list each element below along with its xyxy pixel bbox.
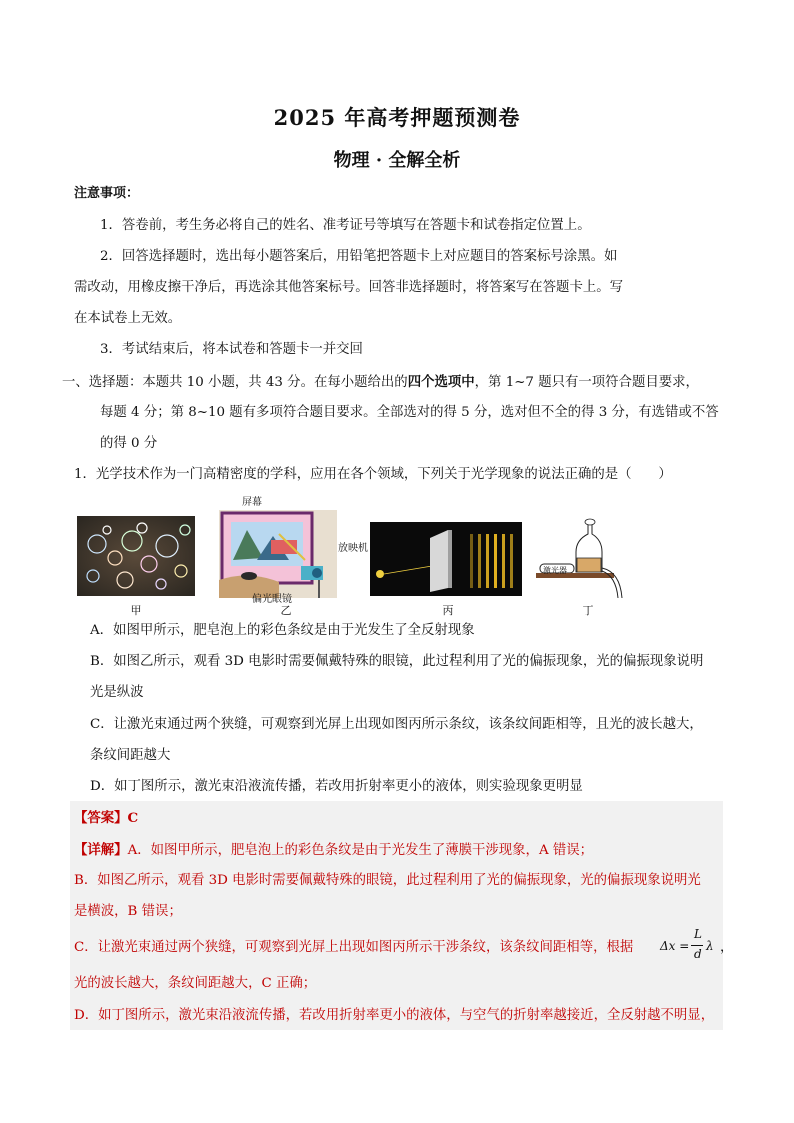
answer-detail-b-line-2: 是横波，B 错误； bbox=[74, 904, 182, 919]
figure-yi-label: 乙 bbox=[280, 604, 292, 617]
notice-item-2-line-2: 需改动，用橡皮擦干净后，再选涂其他答案标号。回答非选择题时，将答案写在答题卡上。写 bbox=[74, 280, 624, 295]
laser-label: 激光器 bbox=[543, 566, 567, 575]
glasses-label: 偏光眼镜 bbox=[252, 594, 292, 605]
figure-bing-label: 丙 bbox=[442, 604, 454, 617]
section-bold: 四个选项中 bbox=[407, 374, 475, 390]
formula-fraction-bar bbox=[691, 945, 703, 946]
formula-denominator: d bbox=[694, 947, 702, 961]
answer-detail-a bbox=[74, 841, 593, 860]
page-subtitle: 物理 · 全解全析 bbox=[333, 150, 461, 171]
option-a: A．如图甲所示，肥皂泡上的彩色条纹是由于光发生了全反射现象 bbox=[90, 623, 475, 638]
option-d: D．如丁图所示，激光束沿液流传播，若改用折射率更小的液体，则实验现象更明显 bbox=[90, 779, 583, 794]
figure-ding-label: 丁 bbox=[582, 604, 594, 617]
formula-delta-x bbox=[660, 929, 716, 965]
notice-item-1: 1．答卷前，考生务必将自己的姓名、准考证号等填写在答题卡和试卷指定位置上。 bbox=[100, 218, 591, 233]
answer-detail-c-line-1-end: ， bbox=[720, 940, 734, 955]
figure-ding-liquid-flow-image bbox=[536, 516, 636, 598]
section-heading-line-2: 每题 4 分；第 8~10 题有多项符合题目要求。全部选对的得 5 分，选对但不全的得 3 分，有选错或不答 bbox=[100, 405, 719, 420]
notice-item-3: 3．考试结束后，将本试卷和答题卡一并交回 bbox=[100, 342, 363, 357]
answer-detail-d: D．如丁图所示，激光束沿液流传播，若改用折射率更小的液体，与空气的折射率越接近，全反射越不明显， bbox=[74, 1008, 715, 1023]
figure-yi-3d-cinema-image bbox=[219, 510, 337, 598]
detail-label: 【详解】 bbox=[74, 842, 128, 858]
notice-item-2-line-1: 2．回答选择题时，选出每小题答案后，用铅笔把答题卡上对应题目的答案标号涂黑。如 bbox=[100, 249, 618, 264]
formula-lhs: Δx = bbox=[660, 939, 690, 953]
question-stem: 1．光学技术作为一门高精密度的学科，应用在各个领域，下列关于光学现象的说法正确的是（ ） bbox=[74, 467, 672, 482]
figure-jia-bubbles-image bbox=[77, 516, 195, 596]
page-title: 2025 年高考押题预测卷 bbox=[273, 105, 521, 130]
answer-detail-c-line-2: 光的波长越大，条纹间距越大，C 正确； bbox=[74, 976, 317, 991]
section-heading-line-3: 的得 0 分 bbox=[100, 436, 158, 451]
figure-bing-double-slit-image bbox=[370, 522, 522, 596]
section-heading-line-1 bbox=[62, 373, 699, 392]
formula-numerator: L bbox=[694, 927, 702, 941]
detail-a-text: A．如图甲所示，肥皂泡上的彩色条纹是由于光发生了薄膜干涉现象，A 错误； bbox=[127, 843, 594, 858]
screen-label: 屏幕 bbox=[242, 497, 262, 508]
answer-detail-c-line-1: C．让激光束通过两个狭缝，可观察到光屏上出现如图丙所示干涉条纹，该条纹间距相等，根据 bbox=[74, 940, 634, 955]
answer-label: 【答案】C bbox=[74, 810, 139, 826]
figure-row bbox=[74, 497, 644, 620]
section-prefix: 一、选择题：本题共 10 小题，共 43 分。在每小题给出的 bbox=[62, 375, 408, 390]
option-c-line-1: C．让激光束通过两个狭缝，可观察到光屏上出现如图丙所示条纹，该条纹间距相等，且光的波长越大， bbox=[90, 717, 703, 732]
option-b-line-1: B．如图乙所示，观看 3D 电影时需要佩戴特殊的眼镜，此过程利用了光的偏振现象，光的偏振现象说明 bbox=[90, 654, 704, 669]
option-b-line-2: 光是纵波 bbox=[90, 685, 144, 700]
option-c-line-2: 条纹间距越大 bbox=[90, 748, 171, 763]
notice-item-2-line-3: 在本试卷上无效。 bbox=[74, 311, 182, 326]
figure-jia-label: 甲 bbox=[130, 604, 142, 617]
answer-detail-b-line-1: B．如图乙所示，观看 3D 电影时需要佩戴特殊的眼镜，此过程利用了光的偏振现象，光的偏振现象说明光 bbox=[74, 873, 701, 888]
section-suffix: ，第 1~7 题只有一项符合题目要求， bbox=[474, 375, 699, 390]
projector-label: 放映机 bbox=[338, 543, 368, 554]
formula-rhs: λ bbox=[706, 939, 714, 953]
notice-heading: 注意事项： bbox=[74, 186, 140, 201]
